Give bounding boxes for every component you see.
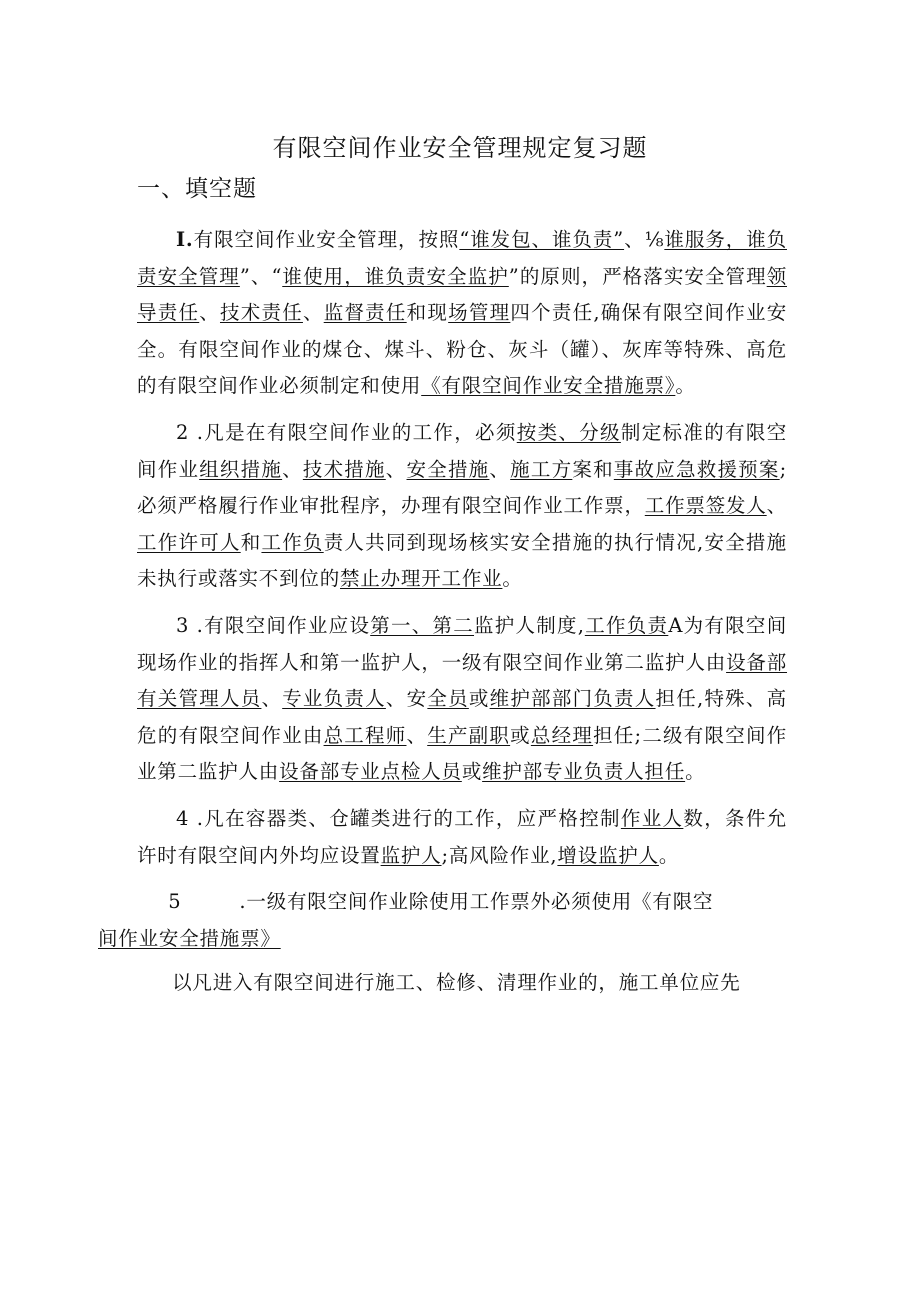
question-number: 5 xyxy=(168,890,182,914)
question-text: 或 xyxy=(468,687,490,711)
answer-blank: 全员 xyxy=(427,687,469,711)
answer-blank: 间作业安全措施票》 xyxy=(98,926,281,950)
question-text: .有限空间作业应设 xyxy=(189,613,371,637)
answer-blank: 工作负责 xyxy=(584,613,669,637)
question-text: 、 xyxy=(282,457,303,481)
question-text: 、 xyxy=(199,301,220,325)
answer-blank: 监督责任 xyxy=(323,301,407,325)
question-text: 、 xyxy=(261,687,283,711)
answer-blank: 总工程师 xyxy=(323,723,407,747)
question-text: 制定标准的有限空间作业 xyxy=(137,420,787,481)
question-number: I. xyxy=(176,228,194,251)
question-paragraph xyxy=(137,801,787,874)
question-number: 4 xyxy=(176,806,190,830)
question-text: 担任;二级有限空间作业第二监护人由 xyxy=(137,723,787,784)
question-number: 2 xyxy=(176,420,190,444)
answer-blank: 总经理 xyxy=(530,723,594,747)
question-text: 、安 xyxy=(385,687,428,711)
question-text: 担任,特殊、高危的有限空间作业由 xyxy=(137,687,787,747)
question-text: 四个责任,确保有限空间作业安全。有限空间作业的煤仓、煤斗、粉仓、灰斗（罐）、灰库等特殊、高危的有限空间作业必须制定和使用 xyxy=(137,301,788,398)
answer-blank: 生产副职 xyxy=(427,723,511,747)
answer-blank: 作业人 xyxy=(620,806,684,830)
question-text: ;必须严格履行作业审批程序，办理有限空间作业工作票， xyxy=(137,457,788,518)
question-text: .凡在容器类、仓罐类进行的工作，应严格控制 xyxy=(189,806,621,830)
question-text: 。 xyxy=(658,843,680,867)
question-text: 责人共同到现场核实安全措施的执行情况,安全措施未执行或落实不到位的 xyxy=(137,530,787,591)
question-paragraph xyxy=(98,884,787,957)
document-title: 有限空间作业安全管理规定复习题 xyxy=(272,134,648,162)
answer-blank: 监护人 xyxy=(380,843,442,867)
question-text: 、 xyxy=(489,457,511,481)
section-heading: 一、填空题 xyxy=(137,176,257,202)
answer-blank: 工作许可人 xyxy=(137,530,241,554)
answer-blank: 增设监护人 xyxy=(557,843,659,867)
question-paragraph xyxy=(137,222,787,405)
answer-blank: 维护部部门负责人 xyxy=(489,687,656,711)
question-number: 3 xyxy=(176,613,190,637)
answer-blank: 维护部专业负责人担任 xyxy=(482,760,686,784)
question-text: ”、“ xyxy=(239,264,283,288)
question-text: A为有限空间现场作业的指挥人和第一监护人，一级有限空间作业第二监护人由 xyxy=(137,613,787,674)
question-text: 或 xyxy=(461,760,483,784)
question-text: 数，条件允许时有限空间内外均应设置 xyxy=(137,806,787,867)
question-text: ”的原则，严格落实安全管理 xyxy=(508,264,767,288)
question-text: 、 xyxy=(406,723,428,747)
document-body xyxy=(98,222,788,1012)
answer-blank: 工作票签发人 xyxy=(644,494,767,518)
answer-blank: “谁发包、谁负责” xyxy=(459,228,625,251)
question-text: 。 xyxy=(685,760,706,784)
answer-blank: 禁止办理开工作业 xyxy=(340,567,503,591)
answer-blank: 设备部有关管理人员 xyxy=(137,650,788,711)
question-text: 、 xyxy=(302,301,324,325)
answer-blank: 工作负 xyxy=(261,530,324,554)
question-text: ;高风险作业, xyxy=(441,843,558,867)
answer-blank: 专业负责人 xyxy=(282,687,386,711)
question-text: 。 xyxy=(502,567,523,591)
answer-blank: 技术措施 xyxy=(302,457,386,481)
answer-blank: 谁使用，谁负责安全监护 xyxy=(282,264,509,288)
answer-blank: 按类、分级 xyxy=(516,420,621,444)
question-text: 、 xyxy=(385,457,407,481)
question-paragraph xyxy=(137,965,787,1002)
answer-blank: 组织措施 xyxy=(199,457,283,481)
answer-blank: 施工方 xyxy=(510,457,573,481)
answer-blank: 场管理 xyxy=(448,301,511,325)
answer-blank: 安全措施 xyxy=(406,457,490,481)
question-text: 或 xyxy=(510,723,531,747)
answer-blank: 谁服务，谁负责安全管理 xyxy=(137,228,787,288)
question-text: 有限空间作业安全管理，按照 xyxy=(193,228,460,251)
question-text: 。 xyxy=(675,374,696,398)
question-paragraph xyxy=(137,608,787,791)
question-text: .凡是在有限空间作业的工作，必须 xyxy=(189,420,517,444)
answer-blank: 设备部专业点检人员 xyxy=(279,760,462,784)
answer-blank: 领导责任 xyxy=(137,264,787,325)
question-paragraph xyxy=(137,415,787,598)
question-text: 以凡进入有限空间进行施工、检修、清理作业的，施工单位应先 xyxy=(172,971,741,995)
answer-blank: 《有限空间作业安全措施票》 xyxy=(421,374,676,398)
question-text: 和现 xyxy=(406,301,449,325)
question-text: 监护人制度, xyxy=(474,613,585,637)
question-text: 案和 xyxy=(572,457,614,481)
answer-blank: 第一、第二 xyxy=(370,613,475,637)
answer-blank: 技术责任 xyxy=(219,301,303,325)
answer-blank: 事故应急救援预案 xyxy=(613,457,780,481)
question-text: .一级有限空间作业除使用工作票外必须使用《有限空 xyxy=(239,890,714,914)
question-text: 、 xyxy=(766,494,787,518)
question-text: 和 xyxy=(240,530,262,554)
question-text: 、⅛ xyxy=(624,228,665,251)
